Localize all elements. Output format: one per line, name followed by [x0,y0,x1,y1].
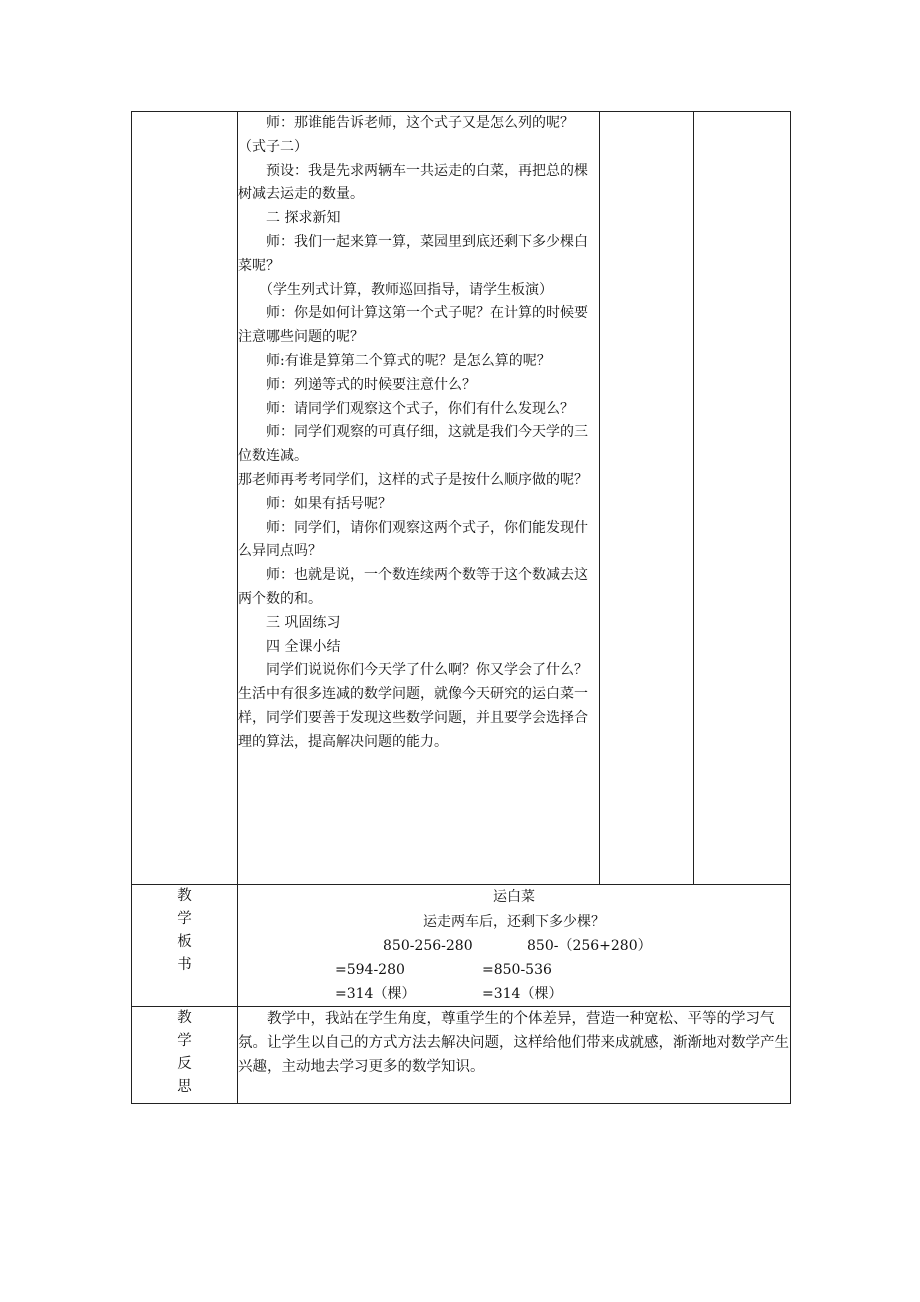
process-line: 同学们说说你们今天学了什么啊？你又学会了什么？生活中有很多连减的数学问题，就像今天研究的运白菜一样，同学们要善于发现这些数学问题，并且要学会选择合理的算法，提高解决问题的能力。 [238,662,588,750]
board-step-2b: =314（棵） [482,986,563,1002]
process-line: 那老师再考考同学们，这样的式子是按什么顺序做的呢？ [238,471,588,488]
process-line: 师：那谁能告诉老师，这个式子又是怎么列的呢？（式子二） [238,115,574,155]
lesson-plan-table [131,111,791,1104]
process-line: 师：也就是说，一个数连续两个数等于这个数减去这两个数的和。 [238,567,588,607]
reflection-content-cell [238,1007,791,1104]
process-line: 师：列递等式的时候要注意什么？ [266,376,476,393]
process-row [132,112,791,885]
board-step-1a: =594-280 [335,962,405,978]
reflection-row [132,1007,791,1104]
board-title: 运白菜 [493,889,535,905]
board-expression-2: 850-（256+280） [527,938,652,954]
process-label-cell [132,112,238,885]
reflection-text: 教学中，我站在学生角度，尊重学生的个体差异，营造一种宽松、平等的学习气氛。让学生以自己的方式方法去解决问题，这样给他们带来成就感，渐渐地对数学产生兴趣，主动地去学习更多的数学知识。 [238,1011,789,1075]
board-label: 教 学 板 书 [132,885,238,1007]
teaching-process-cell [238,112,600,885]
board-row [132,885,791,1007]
board-question: 运走两车后，还剩下多少棵？ [423,913,605,930]
process-line: 师：我们一起来算一算，菜园里到底还剩下多少棵白菜呢？ [238,233,588,274]
board-step-2a: =314（棵） [335,986,416,1002]
reflection-label: 教 学 反 思 [132,1007,238,1104]
process-line: 师：请同学们观察这个式子，你们有什么发现么？ [266,400,574,417]
board-step-1b: =850-536 [482,962,552,978]
process-line: 师：如果有括号呢？ [266,495,392,512]
section-heading: 四 全课小结 [266,638,341,655]
process-line: 师：同学们，请你们观察这两个式子，你们能发现什么异同点吗？ [238,519,588,560]
student-activity-cell [600,112,694,885]
process-line: 师:有谁是算第二个算式的呢？是怎么算的呢？ [266,352,551,369]
process-line: 师：你是如何计算这第一个式子呢？在计算的时候要注意哪些问题的呢？ [238,305,588,346]
process-line: 预设：我是先求两辆车一共运走的白菜，再把总的棵树减去运走的数量。 [238,162,588,203]
board-expression-1: 850-256-280 [383,938,473,954]
section-heading: 二 探求新知 [266,210,341,227]
process-line: 师：同学们观察的可真仔细，这就是我们今天学的三位数连减。 [238,424,588,465]
design-intent-cell [694,112,791,885]
section-heading: 三 巩固练习 [266,614,341,631]
process-line: （学生列式计算，教师巡回指导，请学生板演） [259,281,553,298]
board-content-cell [238,885,791,1007]
